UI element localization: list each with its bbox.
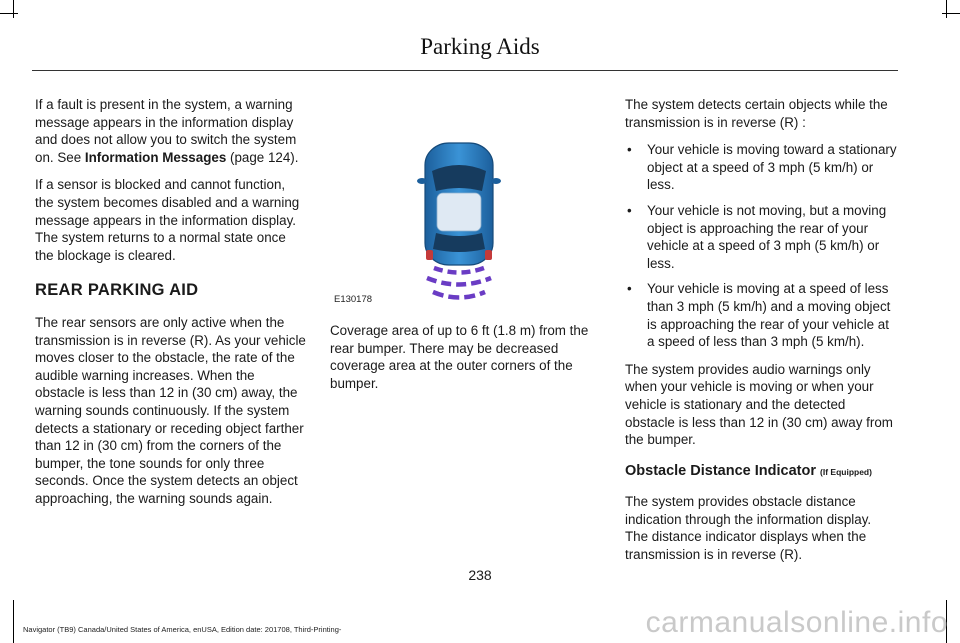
- page-title: Parking Aids: [420, 34, 540, 59]
- watermark: carmanualsonline.info: [645, 606, 948, 639]
- distance-indicator-paragraph: The system provides obstacle distance indication through the information display. The distance indicator displays when the transmission is in reverse (R).: [625, 494, 872, 563]
- wave-row-3: [433, 292, 485, 298]
- crop-mark-top-left-h: [0, 13, 18, 14]
- list-item-text: Your vehicle is moving toward a stationary object at a speed of 3 mph (5 km/h) or less.: [647, 142, 897, 193]
- bullet-icon: •: [627, 142, 632, 158]
- rear-sensors-paragraph: The rear sensors are only active when the transmission is in reverse (R). As your vehicle moves closer to the obstacle, the rate of the audible warning increases. When the obstacle is less than 12 in (30 cm) away, the warning sounds continuously. If the system detects a stationary or receding object farther than 12 in (30 cm) from the corners of the bumper, the tone sounds for only three seconds. Once the system detects an object approaching, the warning sounds again.: [35, 314, 306, 506]
- sensor-coverage-waves: [427, 268, 491, 298]
- fault-text: If a fault is present in the system, a warning message appears in the information display and does not allow you to switch the system on. See: [35, 97, 297, 165]
- bullet-icon: •: [627, 202, 632, 218]
- detection-conditions-list: [625, 141, 897, 351]
- list-item: [625, 141, 897, 194]
- mirror-left-shape: [417, 178, 427, 184]
- section-heading-obstacle-distance: [625, 463, 897, 482]
- list-item: [625, 202, 897, 272]
- wave-row-2: [427, 278, 491, 285]
- column-middle: [330, 322, 600, 402]
- detection-intro: The system detects certain objects while the transmission is in reverse (R) :: [625, 97, 888, 130]
- tail-light-left-shape: [426, 250, 433, 260]
- section-heading-rear-parking-aid: REAR PARKING AID: [35, 281, 199, 300]
- vehicle-top-view-illustration: [330, 125, 600, 305]
- crop-mark-bottom-left-v: [13, 600, 14, 643]
- page-reference: (page 124).: [226, 149, 299, 165]
- if-equipped-note: (If Equipped): [820, 466, 872, 477]
- list-item-text: Your vehicle is not moving, but a moving object is approaching the rear of your vehicle at a speed of 3 mph (5 km/h) or less.: [647, 202, 887, 271]
- car-windshield-shape: [432, 165, 486, 191]
- figure-code: E130178: [334, 294, 373, 305]
- list-item-text: Your vehicle is moving at a speed of less than 3 mph (5 km/h) and a moving object is approaching the rear of your vehicle at a speed of less than 3 mph (5 km/h).: [647, 281, 891, 350]
- car-roof-shape: [437, 193, 481, 231]
- column-right: [625, 96, 897, 574]
- header-divider: [32, 70, 898, 71]
- rear-coverage-figure: [330, 125, 600, 305]
- tail-light-right-shape: [485, 250, 492, 260]
- column-left: [35, 96, 307, 517]
- audio-warning-paragraph: The system provides audio warnings only when your vehicle is moving or when your vehicle is stationary and the detected obstacle is less than 12 in (30 cm) away from the bumper.: [625, 361, 893, 448]
- crop-mark-top-right-v: [946, 0, 947, 18]
- fault-paragraph: [35, 96, 307, 166]
- mirror-right-shape: [491, 178, 501, 184]
- footer-edition-info: Navigator (TB9) Canada/United States of America, enUSA, Edition date: 201708, Third-Printing-: [23, 625, 342, 634]
- cross-reference-link[interactable]: Information Messages: [84, 149, 227, 165]
- blocked-sensor-paragraph: If a sensor is blocked and cannot function, the system becomes disabled and a warning message appears in the information display. The system returns to a normal state once the blockage is cleared.: [35, 177, 300, 263]
- bullet-icon: •: [627, 281, 632, 297]
- list-item: [625, 280, 897, 350]
- heading-text: Obstacle Distance Indicator: [625, 462, 816, 479]
- wave-row-1: [434, 268, 484, 273]
- page-number: 238: [468, 567, 492, 583]
- crop-mark-top-right-h: [942, 13, 960, 14]
- figure-caption: Coverage area of up to 6 ft (1.8 m) from the rear bumper. There may be decreased coverage area at the outer corners of the bumper.: [330, 323, 589, 391]
- crop-mark-top-left-v: [13, 0, 14, 18]
